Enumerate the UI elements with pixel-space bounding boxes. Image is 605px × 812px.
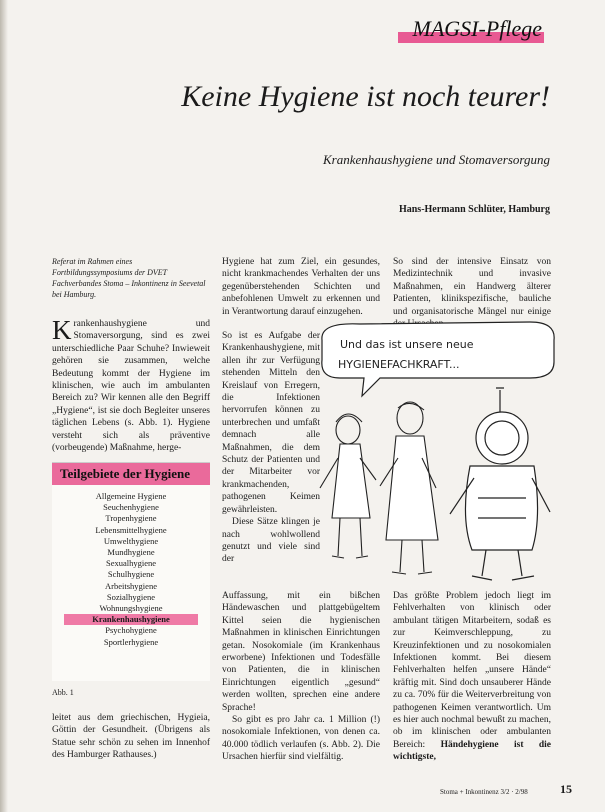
- hygiene-areas-box: [52, 462, 210, 681]
- paragraph-aufgabe: So ist es Aufgabe der Krankenhaushygiene, mit allen ihr zur Verfügung stehenden Mitteln den Kreislauf von Erregern, die Infektionen hervorrufen können zu unterbrechen und umfaßt demnach alle Maßnahmen, die dem Schutz der Patienten und der Mitarbeiter vor krankmachenden, pathogenen Keimen gewährleisten.: [222, 331, 320, 515]
- hygiene-area-item: Sozialhygiene: [106, 591, 156, 602]
- page-footer: Stoma + Inkontinenz 3/2 · 2/98: [440, 788, 528, 796]
- column-2-middle: [222, 330, 320, 566]
- column-2-bottom: [222, 590, 380, 764]
- hygiene-area-item: Sexualhygiene: [105, 558, 157, 569]
- paragraph-haendehygiene: Händehygiene ist die wichtigste,: [393, 739, 552, 763]
- hygiene-area-item: Arbeitshygiene: [105, 580, 157, 591]
- section-brand: MAGSI-Pflege: [412, 16, 542, 41]
- page-binding-shadow: [0, 0, 8, 812]
- hygiene-area-item: Sportlerhygiene: [103, 636, 159, 647]
- cartoon-speech-line-2: HYGIENEFACHKRAFT...: [338, 358, 460, 371]
- intro-text: rankenhaushygiene und Stomaversorgung, sind es zwei unterschiedliche Paar Schuhe? Inwieweit gehören sie zusammen, welche Bedeutung kommt der Hygiene im klinischen, wie auch im ambulanten Bereich zu? Wir kennen alle den Begriff „Hygiene“, ist sie doch Begleiter unseres täglichen Lebens (s. Abb. 1). Hygiene versteht sich als präventive (vorbeugende) Maßnahme, herge-: [52, 319, 210, 454]
- hygiene-area-item: Schulhygiene: [107, 569, 155, 580]
- paragraph-auffassung: Auffassung, mit ein bißchen Händewaschen und plattgebügeltem Kittel seien die hygienischen Maßnahmen in klinischen Einrichtungen getan. Nosokomiale (im Krankenhaus erworbene) Infektionen und Todesfälle von Patienten, die in klinischen Einrichtungen eigentlich „gesund“ werden wollten, sprechen eine andere Sprache!: [222, 591, 380, 713]
- paragraph-fehlverhalten: Das größte Problem jedoch liegt im Fehlverhalten von klinisch oder ambulant tätigen Mitarbeitern, sodaß es zur Keimverschleppung, zu Kreuzinfektionen und zu nosokomialen Infektionen kommt. Bei diesem Fehlverhalten helfen „unsere Hände“ kräftig mit. Sind doch unsauberer Hände zu ca. 70% für die Weiterverbreitung von pathogenen Keimen verantwortlich. Um es hier auch nochmal bewußt zu machen, ob im klinischen oder ambulanten Bereich:: [393, 591, 551, 750]
- article-subtitle: Krankenhaushygiene und Stomaversorgung: [323, 152, 550, 167]
- hygiene-area-item: Wohnungshygiene: [99, 603, 163, 614]
- hygiene-areas-list: [52, 491, 210, 648]
- hygiene-area-item: Krankenhaushygiene: [64, 614, 198, 625]
- figure-label: Abb. 1: [52, 688, 74, 697]
- hygiene-area-item: Allgemeine Hygiene: [95, 491, 167, 501]
- article-headline: Keine Hygiene ist noch teurer!: [181, 80, 550, 113]
- article-author: Hans-Hermann Schlüter, Hamburg: [398, 204, 550, 215]
- drop-cap: K: [52, 315, 72, 345]
- hygiene-area-item: Tropenhygiene: [105, 513, 157, 524]
- hygiene-area-item: Mundhygiene: [107, 547, 155, 558]
- column-1-intro: [52, 315, 210, 454]
- hygiene-area-item: Psychohygiene: [105, 625, 157, 636]
- reference-note: Referat im Rahmen eines Fortbildungssymposiums der DVET Fachverbandes Stoma – Inkontinenz in Seevetal bei Hamburg.: [52, 257, 206, 299]
- paragraph-infektionen: So gibt es pro Jahr ca. 1 Million (!) nosokomiale Infektionen, von denen ca. 40.000 tödlich verlaufen (s. Abb. 2). Die Ursachen hierfür sind vielfältig.: [222, 715, 380, 763]
- hygiene-cartoon-illustration: [310, 318, 562, 586]
- hygiene-area-item: Seuchenhygiene: [103, 502, 159, 513]
- page-number: 15: [560, 782, 572, 796]
- column-3-top: So sind der intensive Einsatz von Medizintechnik und invasive Maßnahmen, ein Handwerg älterer Patienten, klinikspezifische, bauliche und organisatorische Mängel nur einige: [393, 257, 551, 317]
- hygiene-area-item: Umwelthygiene: [103, 535, 159, 546]
- column-1-bottom: leitet aus dem griechischen, Hygieia, Göttin der Gesundheit. (Übrigens als Statue sehr schön zu sehen im Innenhof des Hamburger Rathauses.): [52, 713, 210, 761]
- column-3-bottom: [393, 590, 551, 764]
- hygiene-area-item: Lebensmittelhygiene: [95, 524, 167, 535]
- column-2-top: Hygiene hat zum Ziel, ein gesundes, nicht krankmachendes Verhalten der uns gegenüberstehenden Schichten und anbefohlenen Umwelt zu erkennen und in Verantwortung darauf einzugehen.: [222, 257, 380, 317]
- paragraph-saetze: Diese Sätze klingen je nach wohlwollend genutzt und viele sind der: [222, 517, 320, 565]
- cartoon-speech-line-1: Und das ist unsere neue: [340, 338, 474, 351]
- box-title: Teilgebiete der Hygiene: [52, 463, 210, 485]
